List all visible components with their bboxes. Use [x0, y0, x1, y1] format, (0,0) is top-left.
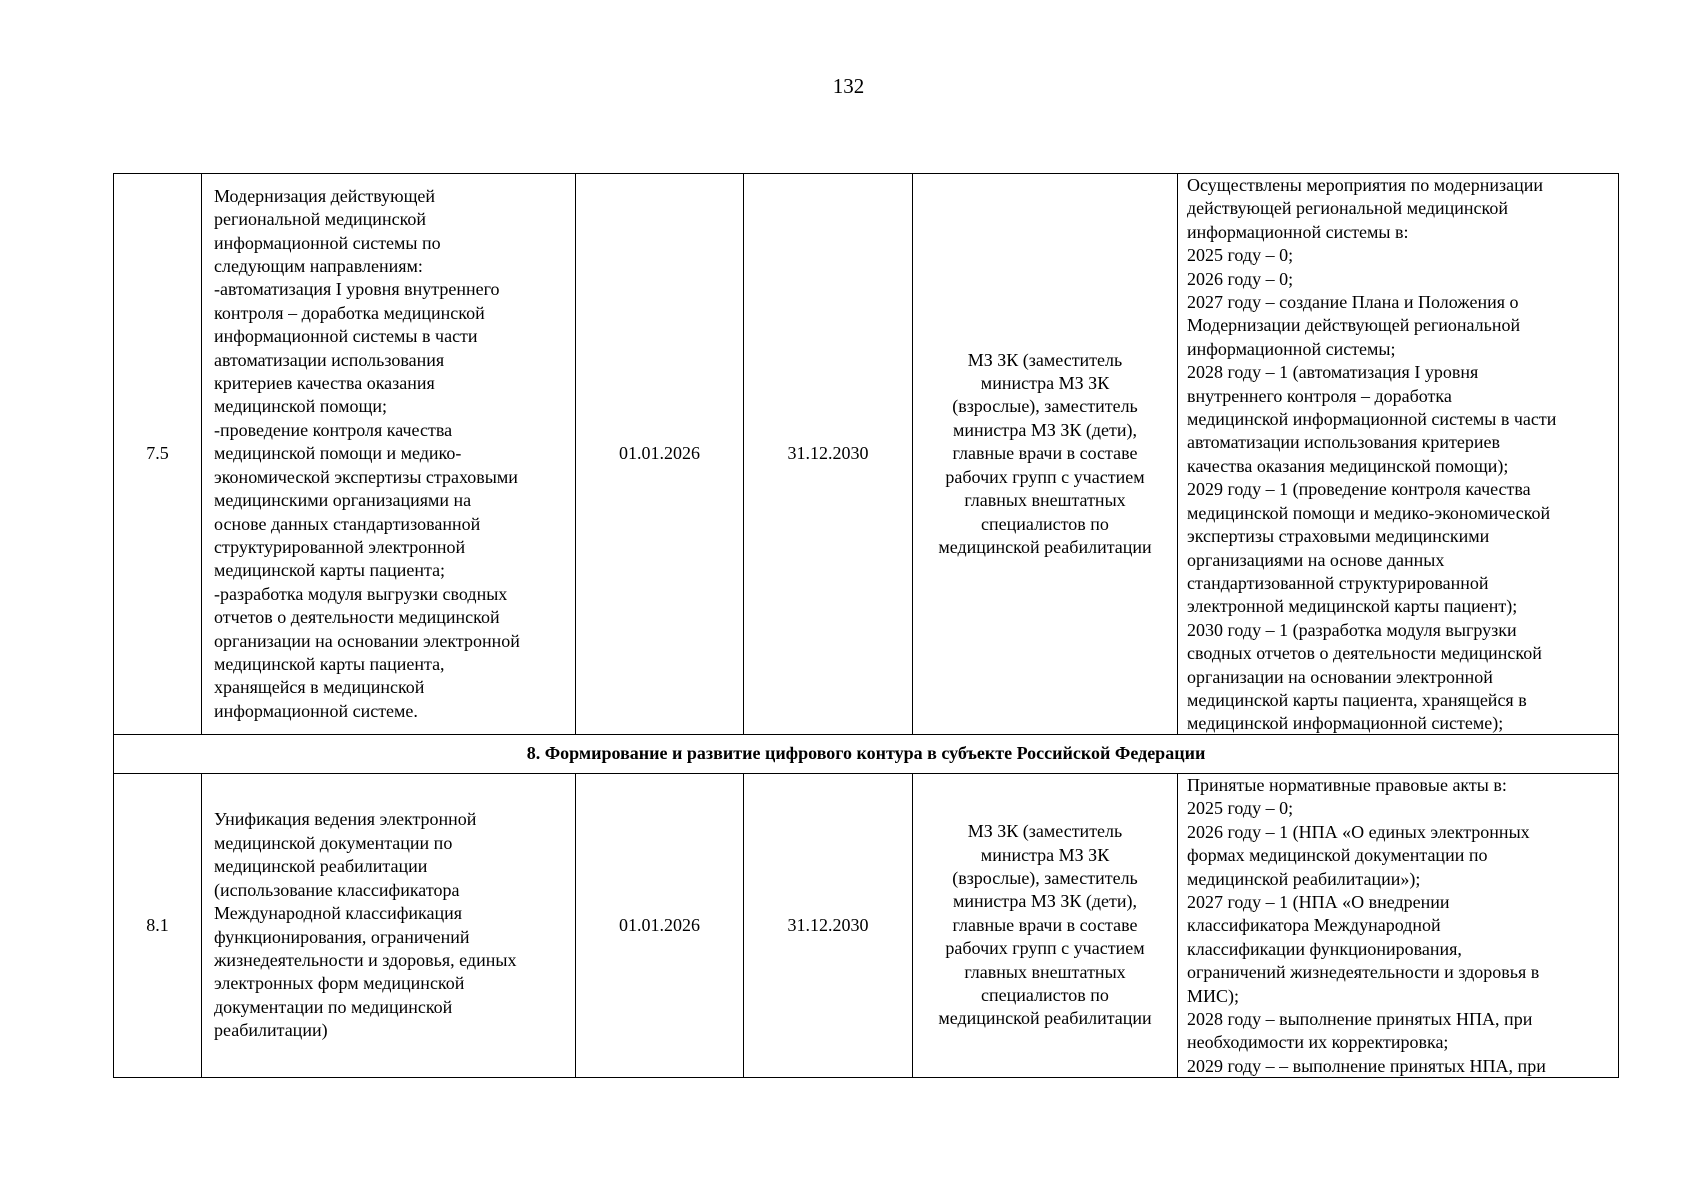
text-line: функционирования, ограничений	[214, 926, 470, 947]
text-line: рабочих групп с участием	[945, 938, 1145, 959]
start-date: 01.01.2026	[576, 774, 744, 1078]
text-line: медицинской помощи;	[214, 396, 387, 417]
text-line: автоматизации использования критериев	[1187, 432, 1500, 453]
text-line: организации на основании электронной	[1187, 666, 1493, 687]
text-line: контроля – доработка медицинской	[214, 302, 485, 323]
text-line: 2029 году – – выполнение принятых НПА, при	[1187, 1055, 1546, 1076]
text-line: реабилитации)	[214, 1020, 328, 1041]
table-row	[114, 774, 1619, 1078]
row-number: 7.5	[114, 174, 202, 735]
row-number: 8.1	[114, 774, 202, 1078]
text-line: МЗ ЗК (заместитель	[967, 349, 1123, 370]
text-line: (использование классификатора	[214, 879, 460, 900]
text-line: информационной системе.	[214, 700, 418, 721]
text-line: автоматизации использования	[214, 349, 445, 370]
text-line: информационной системы;	[1187, 338, 1396, 359]
text-line: структурированной электронной	[214, 536, 466, 557]
text-line: министра МЗ ЗК	[980, 373, 1110, 394]
measures-table	[113, 173, 1619, 1078]
text-line: медицинской информационной системы в части	[1187, 409, 1557, 430]
text-line: главных внештатных	[964, 961, 1126, 982]
start-date: 01.01.2026	[576, 174, 744, 735]
text-line: следующим направлениям:	[214, 256, 423, 277]
text-line: основе данных стандартизованной	[214, 513, 481, 534]
text-line: МИС);	[1187, 985, 1240, 1006]
text-line: медицинской карты пациента,	[214, 653, 445, 674]
text-line: медицинскими организациями на	[214, 490, 472, 511]
responsible-executors	[913, 774, 1178, 1078]
text-line: жизнедеятельности и здоровья, единых	[214, 949, 517, 970]
text-line: министра МЗ ЗК	[980, 844, 1110, 865]
text-line: 2028 году – выполнение принятых НПА, при	[1187, 1009, 1533, 1030]
text-line: медицинской документации по	[214, 832, 453, 853]
text-line: министра МЗ ЗК (дети),	[952, 419, 1138, 440]
text-line: медицинской реабилитации	[214, 856, 428, 877]
expected-result	[1178, 174, 1619, 735]
text-line: организациями на основе данных	[1187, 549, 1445, 570]
text-line: медицинской реабилитации	[938, 536, 1152, 557]
text-line: Принятые нормативные правовые акты в:	[1187, 775, 1507, 795]
text-line: медицинской помощи и медико-	[214, 443, 462, 464]
text-line: электронных форм медицинской	[214, 973, 465, 994]
text-line: медицинской карты пациента, хранящейся в	[1187, 689, 1527, 710]
text-line: действующей региональной медицинской	[1187, 198, 1508, 219]
text-line: качества оказания медицинской помощи);	[1187, 455, 1509, 476]
text-line: документации по медицинской	[214, 996, 453, 1017]
text-line: хранящейся в медицинской	[214, 677, 425, 698]
text-line: отчетов о деятельности медицинской	[214, 607, 500, 628]
text-line: информационной системы в:	[1187, 221, 1409, 242]
text-line: 2028 году – 1 (автоматизация I уровня	[1187, 362, 1479, 383]
text-line: 2026 году – 1 (НПА «О единых электронных	[1187, 821, 1530, 842]
text-line: (взрослые), заместитель	[952, 396, 1138, 417]
text-line: необходимости их корректировка;	[1187, 1032, 1449, 1053]
text-line: специалистов по	[981, 513, 1109, 534]
text-line: -проведение контроля качества	[214, 419, 453, 440]
expected-result	[1178, 774, 1619, 1078]
table-row	[114, 174, 1619, 735]
text-line: 2027 году – создание Плана и Положения о	[1187, 292, 1519, 313]
text-line: Модернизации действующей региональной	[1187, 315, 1521, 336]
text-line: 2025 году – 0;	[1187, 798, 1294, 819]
text-line: критериев качества оказания	[214, 373, 435, 394]
text-line: внутреннего контроля – доработка	[1187, 385, 1452, 406]
text-line: электронной медицинской карты пациент);	[1187, 596, 1518, 617]
text-line: главных внештатных	[964, 490, 1126, 511]
text-line: ограничений жизнедеятельности и здоровья в	[1187, 962, 1540, 983]
measure-name	[202, 174, 576, 735]
text-line: медицинской информационной системе);	[1187, 713, 1504, 734]
text-line: -разработка модуля выгрузки сводных	[214, 583, 508, 604]
text-line: рабочих групп с участием	[945, 466, 1145, 487]
text-line: 2029 году – 1 (проведение контроля качества	[1187, 479, 1531, 500]
text-line: Унификация ведения электронной	[214, 809, 477, 830]
text-line: экономической экспертизы страховыми	[214, 466, 518, 487]
text-line: -автоматизация I уровня внутреннего	[214, 279, 500, 300]
text-line: 2027 году – 1 (НПА «О внедрении	[1187, 892, 1450, 913]
text-line: 2026 году – 0;	[1187, 268, 1294, 289]
text-line: классификатора Международной	[1187, 915, 1441, 936]
text-line: медицинской реабилитации	[938, 1008, 1152, 1029]
text-line: Модернизация действующей	[214, 185, 436, 206]
text-line: Международной классификация	[214, 903, 463, 924]
section-title: 8. Формирование и развитие цифрового контура в субъекте Российской Федерации	[114, 735, 1619, 774]
text-line: информационной системы по	[214, 232, 441, 253]
section-heading-row	[114, 735, 1619, 774]
text-line: (взрослые), заместитель	[952, 867, 1138, 888]
page-number: 132	[832, 74, 865, 98]
measure-name	[202, 774, 576, 1078]
text-line: специалистов по	[981, 985, 1109, 1006]
text-line: 2025 году – 0;	[1187, 245, 1294, 266]
text-line: главные врачи в составе	[952, 443, 1138, 464]
text-line: медицинской карты пациента;	[214, 560, 446, 581]
end-date: 31.12.2030	[744, 774, 913, 1078]
text-line: экспертизы страховыми медицинскими	[1187, 526, 1490, 547]
text-line: министра МЗ ЗК (дети),	[952, 891, 1138, 912]
text-line: медицинской реабилитации»);	[1187, 868, 1421, 889]
text-line: Осуществлены мероприятия по модернизации	[1187, 175, 1543, 195]
text-line: медицинской помощи и медико-экономической	[1187, 502, 1551, 523]
text-line: 2030 году – 1 (разработка модуля выгрузки	[1187, 619, 1517, 640]
responsible-executors	[913, 174, 1178, 735]
text-line: организации на основании электронной	[214, 630, 520, 651]
text-line: стандартизованной структурированной	[1187, 572, 1489, 593]
end-date: 31.12.2030	[744, 174, 913, 735]
text-line: главные врачи в составе	[952, 914, 1138, 935]
text-line: сводных отчетов о деятельности медицинской	[1187, 643, 1542, 664]
text-line: региональной медицинской	[214, 209, 427, 230]
text-line: формах медицинской документации по	[1187, 845, 1488, 866]
text-line: классификации функционирования,	[1187, 938, 1462, 959]
text-line: информационной системы в части	[214, 326, 478, 347]
text-line: МЗ ЗК (заместитель	[967, 821, 1123, 842]
